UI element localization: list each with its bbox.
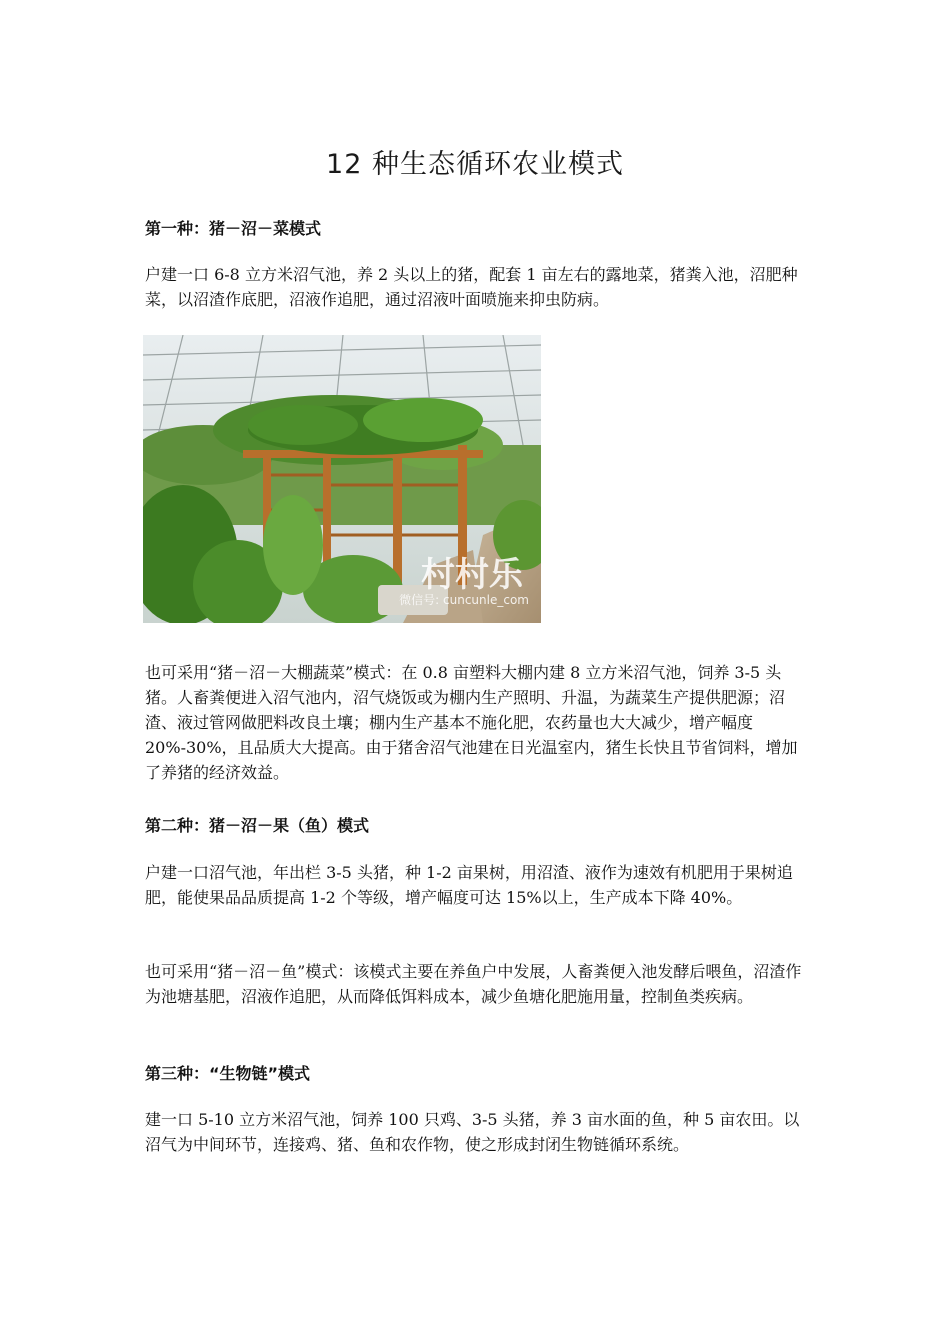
photo-watermark: 村村乐	[421, 555, 523, 595]
photo-watermark-sub: 微信号: cuncunle_com	[399, 593, 529, 607]
section-heading-2: 第二种：猪－沼－果（鱼）模式	[145, 816, 370, 835]
section-heading-1: 第一种：猪－沼－菜模式	[145, 219, 322, 238]
paragraph-3-1: 建一口 5-10 立方米沼气池，饲养 100 只鸡、3-5 头猪，养 3 亩水面的鱼，种 5 亩农田。以沼气为中间环节，连接鸡、猪、鱼和农作物，使之形成封闭生物链循环系统。	[145, 1110, 800, 1154]
page-title: 12 种生态循环农业模式	[326, 149, 624, 180]
paragraph-1-1: 户建一口 6-8 立方米沼气池，养 2 头以上的猪，配套 1 亩左右的露地菜，猪粪入池，沼肥种菜，以沼渣作底肥，沼液作追肥，通过沼液叶面喷施来抑虫防病。	[145, 265, 798, 309]
greenhouse-photo	[143, 335, 541, 623]
paragraph-2-2: 也可采用“猪－沼－鱼”模式：该模式主要在养鱼户中发展，人畜粪便入池发酵后喂鱼，沼渣作为池塘基肥，沼液作追肥，从而降低饵料成本，减少鱼塘化肥施用量，控制鱼类疾病。	[145, 962, 802, 1006]
paragraph-1-2: 也可采用“猪－沼－大棚蔬菜”模式：在 0.8 亩塑料大棚内建 8 立方米沼气池，饲养 3-5 头猪。人畜粪便进入沼气池内，沼气烧饭或为棚内生产照明、升温，为蔬菜生产提供肥源；沼渣、液过管网做肥料改良土壤；棚内生产基本不施化肥，农药量也大大减少，增产幅度 20%-30%，且品质大大提高。由于猪舍沼气池建在日光温室内，猪生长快且节省饲料，增加了养猪的经济效益。	[145, 663, 798, 782]
paragraph-2-1: 户建一口沼气池，年出栏 3-5 头猪，种 1-2 亩果树，用沼渣、液作为速效有机肥用于果树追肥，能使果品品质提高 1-2 个等级，增产幅度可达 15%以上，生产成本下降 40%。	[145, 863, 793, 907]
section-heading-3: 第三种：“生物链”模式	[145, 1064, 311, 1083]
